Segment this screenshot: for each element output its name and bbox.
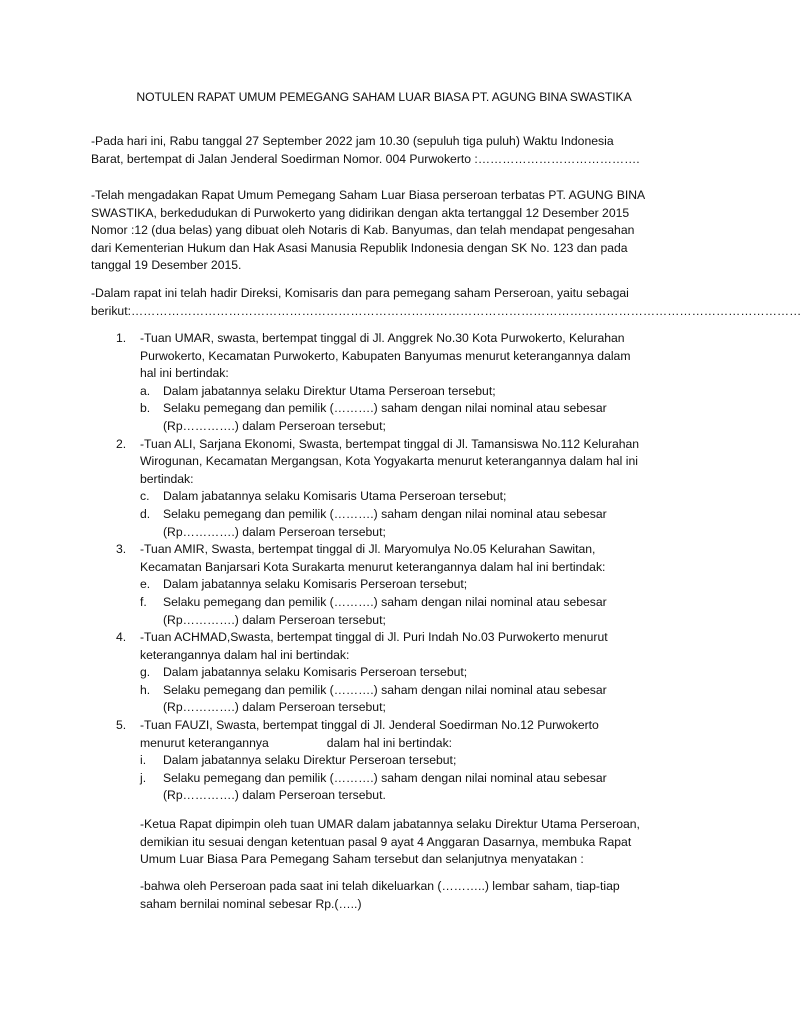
list-number: 1. (116, 331, 127, 345)
item-line: -Tuan AMIR, Swasta, bertempat tinggal di Jl. Maryomulya No.05 Kelurahan Sawitan, (140, 542, 596, 557)
sub-item-line: Selaku pemegang dan pemilik (……….) saham dengan nilai nominal atau sebesar (163, 401, 607, 416)
sub-item-label: a. (140, 383, 151, 398)
document-title: NOTULEN RAPAT UMUM PEMEGANG SAHAM LUAR BIASA PT. AGUNG BINA SWASTIKA (136, 90, 632, 104)
item-line: -Tuan ACHMAD,Swasta, bertempat tinggal di Jl. Puri Indah No.03 Purwokerto menurut (140, 630, 608, 645)
sub-item-label: i. (140, 753, 147, 768)
sub-item-line: (Rp………….) dalam Perseroan tersebut; (163, 612, 386, 627)
sub-item-line: Dalam jabatannya selaku Komisaris Perseroan tersebut; (163, 665, 468, 680)
item-line: Kecamatan Banjarsari Kota Surakarta menurut keterangannya dalam hal ini bertindak: (140, 559, 606, 574)
item-line: Wirogunan, Kecamatan Mergangsan, Kota Yogyakarta menurut keterangannya dalam hal ini (140, 454, 638, 469)
sub-item-label: d. (140, 506, 151, 521)
sub-item-line: (Rp………….) dalam Perseroan tersebut; (163, 700, 386, 715)
item-line-part: dalam hal ini bertindak: (326, 735, 453, 750)
sub-item-label: e. (140, 577, 151, 592)
company-line-5: tanggal 19 Desember 2015. (91, 258, 242, 273)
company-line-2: SWASTIKA, berkedudukan di Purwokerto yang didirikan dengan akta tertanggal 12 Desember 2015 (91, 205, 630, 220)
attendance-line-1: -Dalam rapat ini telah hadir Direksi, Komisaris dan para pemegang saham Perseroan, yaitu sebagai (91, 286, 629, 300)
sub-item (140, 752, 691, 770)
sub-item-line: (Rp………….) dalam Perseroan tersebut; (163, 418, 386, 433)
list-number: 4. (116, 630, 127, 645)
sub-item (140, 576, 691, 594)
list-item (91, 629, 691, 717)
company-line-4: dari Kementerian Hukum dan Hak Asasi Manusia Republik Indonesia dengan SK No. 123 dan pada (91, 240, 628, 255)
list-item (91, 717, 691, 805)
attendee-list (91, 330, 691, 805)
sub-item-line: Selaku pemegang dan pemilik (……….) saham dengan nilai nominal atau sebesar (163, 682, 607, 697)
list-item (91, 541, 691, 629)
sub-item-label: b. (140, 401, 151, 416)
list-number: 3. (116, 542, 127, 557)
chairman-line-2: demikian itu sesuai dengan ketentuan pasal 9 ayat 4 Anggaran Dasarnya, membuka Rapat (140, 834, 632, 849)
sub-item (140, 488, 691, 506)
chairman-line-3: Umum Luar Biasa Para Pemegang Saham tersebut dan selanjutnya menyatakan : (140, 852, 584, 867)
opening-line-2: Barat, bertempat di Jalan Jenderal Soedirman Nomor. 004 Purwokerto :…………………………………. (91, 151, 640, 166)
sub-item-label: f. (140, 594, 147, 609)
company-line-3: Nomor :12 (dua belas) yang dibuat oleh Notaris di Kab. Banyumas, dan telah mendapat pengesahan (91, 223, 635, 238)
sub-item-label: c. (140, 489, 150, 504)
attendance-line-2: berikut:………………………………………………………………………………………………………………………………………………… (91, 303, 801, 318)
sub-item-line: Dalam jabatannya selaku Komisaris Perseroan tersebut; (163, 577, 468, 592)
sub-item-label: h. (140, 682, 151, 697)
sub-item-line: Dalam jabatannya selaku Direktur Utama Perseroan tersebut; (163, 383, 496, 398)
sub-item (140, 682, 691, 717)
item-line: -Tuan UMAR, swasta, bertempat tinggal di Jl. Anggrek No.30 Kota Purwokerto, Kelurahan (140, 331, 625, 345)
sub-item-line: Selaku pemegang dan pemilik (……….) saham dengan nilai nominal atau sebesar (163, 770, 607, 785)
sub-item-label: j. (140, 770, 147, 785)
sub-item (140, 400, 691, 435)
shares-line-1: -bahwa oleh Perseroan pada saat ini telah dikeluarkan (………..) lembar saham, tiap-tiap (140, 879, 620, 893)
sub-item-line: Dalam jabatannya selaku Direktur Perseroan tersebut; (163, 753, 457, 768)
attendance-paragraph (91, 285, 801, 320)
sub-item-line: Dalam jabatannya selaku Komisaris Utama Perseroan tersebut; (163, 489, 507, 504)
sub-item (140, 664, 691, 682)
list-item (91, 436, 691, 542)
sub-item-line: Selaku pemegang dan pemilik (……….) saham dengan nilai nominal atau sebesar (163, 506, 607, 521)
company-paragraph (91, 187, 681, 275)
sub-item (140, 770, 691, 805)
sub-item-label: g. (140, 665, 151, 680)
list-item (91, 330, 691, 436)
shares-line-2: saham bernilai nominal sebesar Rp.(…..) (140, 896, 362, 911)
sub-item (140, 506, 691, 541)
shares-paragraph (140, 878, 680, 913)
chairman-paragraph (140, 816, 680, 869)
item-line (140, 735, 691, 753)
company-line-1: -Telah mengadakan Rapat Umum Pemegang Saham Luar Biasa perseroan terbatas PT. AGUNG BINA (91, 188, 646, 202)
sub-item (140, 594, 691, 629)
list-number: 2. (116, 436, 127, 451)
chairman-line-1: -Ketua Rapat dipimpin oleh tuan UMAR dalam jabatannya selaku Direktur Utama Perseroan, (140, 817, 640, 831)
opening-line-1: -Pada hari ini, Rabu tanggal 27 September 2022 jam 10.30 (sepuluh tiga puluh) Waktu Indonesia (91, 134, 614, 148)
list-number: 5. (116, 718, 127, 733)
item-line: bertindak: (140, 471, 194, 486)
sub-item-line: (Rp………….) dalam Perseroan tersebut. (163, 788, 386, 803)
item-line-part: menurut keterangannya (140, 735, 269, 750)
item-line: keterangannya dalam hal ini bertindak: (140, 647, 350, 662)
opening-paragraph (91, 133, 681, 168)
sub-item-line: (Rp………….) dalam Perseroan tersebut; (163, 524, 386, 539)
sub-item (140, 383, 691, 401)
sub-item-line: Selaku pemegang dan pemilik (……….) saham dengan nilai nominal atau sebesar (163, 594, 607, 609)
item-line: -Tuan ALI, Sarjana Ekonomi, Swasta, bertempat tinggal di Jl. Tamansiswa No.112 Kelurahan (140, 436, 640, 451)
item-line: hal ini bertindak: (140, 366, 229, 381)
item-line: Purwokerto, Kecamatan Purwokerto, Kabupaten Banyumas menurut keterangannya dalam (140, 348, 631, 363)
item-line: -Tuan FAUZI, Swasta, bertempat tinggal di Jl. Jenderal Soedirman No.12 Purwokerto (140, 718, 599, 733)
